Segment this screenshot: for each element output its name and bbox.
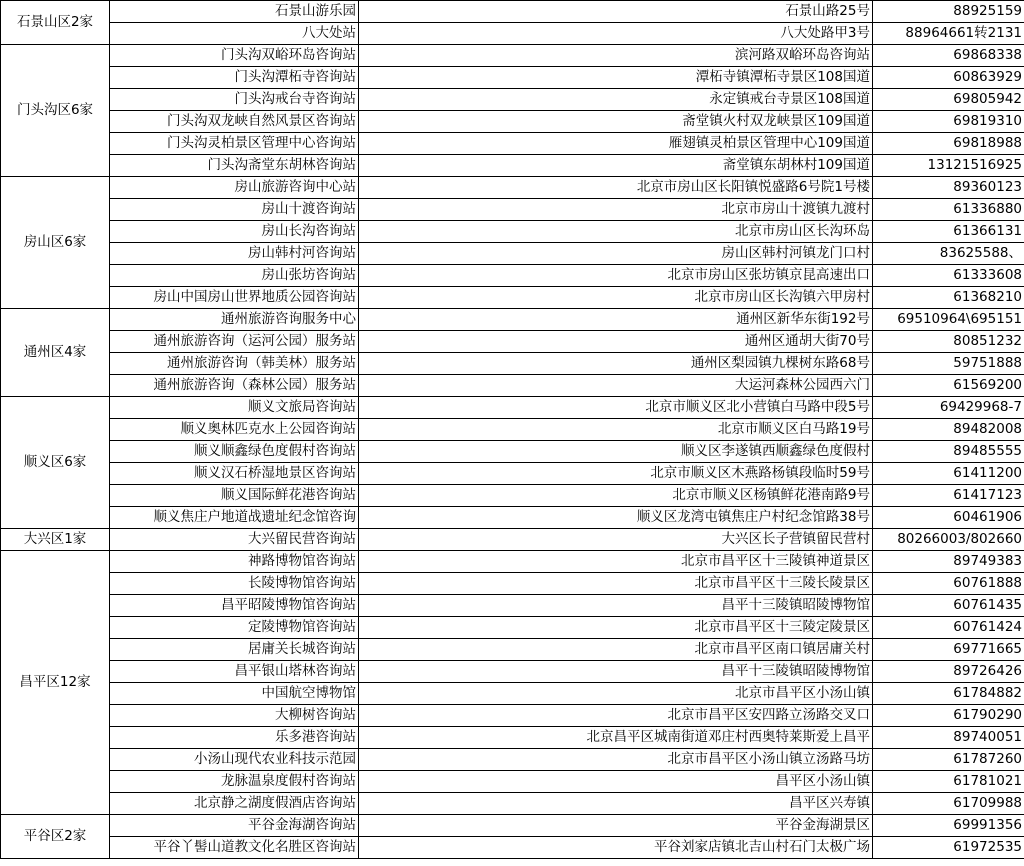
table-row bbox=[1, 287, 1024, 309]
district-cell: 门头沟区6家 bbox=[1, 45, 110, 177]
phone-cell: 61368210 bbox=[873, 287, 1024, 309]
station-name-cell: 房山长沟咨询站 bbox=[110, 221, 359, 243]
district-cell: 房山区6家 bbox=[1, 177, 110, 309]
station-name-cell: 长陵博物馆咨询站 bbox=[110, 573, 359, 595]
address-cell: 北京市房山区长阳镇悦盛路6号院1号楼 bbox=[359, 177, 873, 199]
station-name-cell: 门头沟潭柘寺咨询站 bbox=[110, 67, 359, 89]
address-cell: 斋堂镇东胡林村109国道 bbox=[359, 155, 873, 177]
phone-cell: 61366131 bbox=[873, 221, 1024, 243]
address-cell: 通州区通胡大街70号 bbox=[359, 331, 873, 353]
station-name-cell: 龙脉温泉度假村咨询站 bbox=[110, 771, 359, 793]
table-row bbox=[1, 397, 1024, 419]
phone-cell: 89749383 bbox=[873, 551, 1024, 573]
station-name-cell: 神路博物馆咨询站 bbox=[110, 551, 359, 573]
station-name-cell: 房山中国房山世界地质公园咨询站 bbox=[110, 287, 359, 309]
district-cell: 通州区4家 bbox=[1, 309, 110, 397]
station-name-cell: 通州旅游咨询（运河公园）服务站 bbox=[110, 331, 359, 353]
address-cell: 顺义区李遂镇西顺鑫绿色度假村 bbox=[359, 441, 873, 463]
station-name-cell: 门头沟戒台寺咨询站 bbox=[110, 89, 359, 111]
station-name-cell: 通州旅游咨询服务中心 bbox=[110, 309, 359, 331]
station-name-cell: 顺义文旅局咨询站 bbox=[110, 397, 359, 419]
phone-cell: 89485555 bbox=[873, 441, 1024, 463]
address-cell: 北京市顺义区白马路19号 bbox=[359, 419, 873, 441]
address-cell: 顺义区龙湾屯镇焦庄户村纪念馆路38号 bbox=[359, 507, 873, 529]
table-row bbox=[1, 309, 1024, 331]
address-cell: 潭柘寺镇潭柘寺景区108国道 bbox=[359, 67, 873, 89]
table-row bbox=[1, 331, 1024, 353]
phone-cell: 69771665 bbox=[873, 639, 1024, 661]
address-cell: 昌平区小汤山镇 bbox=[359, 771, 873, 793]
table-row bbox=[1, 1, 1024, 23]
station-name-cell: 平谷丫髻山道教文化名胜区咨询站 bbox=[110, 837, 359, 859]
phone-cell: 88925159 bbox=[873, 1, 1024, 23]
station-name-cell: 乐多港咨询站 bbox=[110, 727, 359, 749]
phone-cell: 69991356 bbox=[873, 815, 1024, 837]
table-row bbox=[1, 265, 1024, 287]
address-cell: 石景山路25号 bbox=[359, 1, 873, 23]
phone-cell: 69819310 bbox=[873, 111, 1024, 133]
address-cell: 八大处路甲3号 bbox=[359, 23, 873, 45]
address-cell: 永定镇戒台寺景区108国道 bbox=[359, 89, 873, 111]
table-row bbox=[1, 177, 1024, 199]
table-row bbox=[1, 617, 1024, 639]
address-cell: 大运河森林公园西六门 bbox=[359, 375, 873, 397]
address-cell: 北京市昌平区十三陵长陵景区 bbox=[359, 573, 873, 595]
table-row bbox=[1, 485, 1024, 507]
address-cell: 昌平区兴寿镇 bbox=[359, 793, 873, 815]
phone-cell: 61972535 bbox=[873, 837, 1024, 859]
table-row bbox=[1, 23, 1024, 45]
table-row bbox=[1, 243, 1024, 265]
district-cell: 顺义区6家 bbox=[1, 397, 110, 529]
station-name-cell: 顺义汉石桥湿地景区咨询站 bbox=[110, 463, 359, 485]
station-name-cell: 房山张坊咨询站 bbox=[110, 265, 359, 287]
phone-cell: 61781021 bbox=[873, 771, 1024, 793]
phone-cell: 60761888 bbox=[873, 573, 1024, 595]
address-cell: 房山区韩村河镇龙门口村 bbox=[359, 243, 873, 265]
table-row bbox=[1, 221, 1024, 243]
phone-cell: 69805942 bbox=[873, 89, 1024, 111]
district-cell: 平谷区2家 bbox=[1, 815, 110, 859]
phone-cell: 69429968-7 bbox=[873, 397, 1024, 419]
address-cell: 北京市顺义区北小营镇白马路中段5号 bbox=[359, 397, 873, 419]
address-cell: 北京市房山区长沟镇六甲房村 bbox=[359, 287, 873, 309]
phone-cell: 60761424 bbox=[873, 617, 1024, 639]
district-cell: 昌平区12家 bbox=[1, 551, 110, 815]
station-name-cell: 门头沟斋堂东胡林咨询站 bbox=[110, 155, 359, 177]
phone-cell: 69510964\695151 bbox=[873, 309, 1024, 331]
address-cell: 大兴区长子营镇留民营村 bbox=[359, 529, 873, 551]
address-cell: 北京市昌平区安四路立汤路交叉口 bbox=[359, 705, 873, 727]
address-cell: 北京市房山十渡镇九渡村 bbox=[359, 199, 873, 221]
station-name-cell: 顺义国际鲜花港咨询站 bbox=[110, 485, 359, 507]
phone-cell: 61709988 bbox=[873, 793, 1024, 815]
table-row bbox=[1, 837, 1024, 859]
phone-cell: 89740051 bbox=[873, 727, 1024, 749]
table-row bbox=[1, 771, 1024, 793]
table-row bbox=[1, 727, 1024, 749]
station-name-cell: 顺义焦庄户地道战遗址纪念馆咨询 bbox=[110, 507, 359, 529]
station-name-cell: 门头沟灵柏景区管理中心咨询站 bbox=[110, 133, 359, 155]
table-row bbox=[1, 89, 1024, 111]
address-cell: 昌平十三陵镇昭陵博物馆 bbox=[359, 595, 873, 617]
table-row bbox=[1, 133, 1024, 155]
phone-cell: 83625588、 bbox=[873, 243, 1024, 265]
table-row bbox=[1, 199, 1024, 221]
district-cell: 石景山区2家 bbox=[1, 1, 110, 45]
table-row bbox=[1, 595, 1024, 617]
station-name-cell: 昌平银山塔林咨询站 bbox=[110, 661, 359, 683]
station-name-cell: 顺义顺鑫绿色度假村咨询站 bbox=[110, 441, 359, 463]
phone-cell: 89482008 bbox=[873, 419, 1024, 441]
address-cell: 昌平十三陵镇昭陵博物馆 bbox=[359, 661, 873, 683]
phone-cell: 61333608 bbox=[873, 265, 1024, 287]
station-name-cell: 大柳树咨询站 bbox=[110, 705, 359, 727]
station-name-cell: 通州旅游咨询（森林公园）服务站 bbox=[110, 375, 359, 397]
table-row bbox=[1, 155, 1024, 177]
address-cell: 北京市房山区长沟环岛 bbox=[359, 221, 873, 243]
station-name-cell: 房山旅游咨询中心站 bbox=[110, 177, 359, 199]
station-name-cell: 八大处站 bbox=[110, 23, 359, 45]
station-name-cell: 小汤山现代农业科技示范园 bbox=[110, 749, 359, 771]
address-cell: 北京市房山区张坊镇京昆高速出口 bbox=[359, 265, 873, 287]
phone-cell: 80851232 bbox=[873, 331, 1024, 353]
phone-cell: 59751888 bbox=[873, 353, 1024, 375]
table-row bbox=[1, 793, 1024, 815]
station-name-cell: 大兴留民营咨询站 bbox=[110, 529, 359, 551]
station-name-cell: 定陵博物馆咨询站 bbox=[110, 617, 359, 639]
table-row bbox=[1, 507, 1024, 529]
phone-cell: 61411200 bbox=[873, 463, 1024, 485]
address-cell: 北京市昌平区十三陵定陵景区 bbox=[359, 617, 873, 639]
table-row bbox=[1, 661, 1024, 683]
station-name-cell: 通州旅游咨询（韩美林）服务站 bbox=[110, 353, 359, 375]
station-name-cell: 房山韩村河咨询站 bbox=[110, 243, 359, 265]
table-row bbox=[1, 111, 1024, 133]
phone-cell: 61784882 bbox=[873, 683, 1024, 705]
phone-cell: 69818988 bbox=[873, 133, 1024, 155]
address-cell: 斋堂镇火村双龙峡景区109国道 bbox=[359, 111, 873, 133]
phone-cell: 61790290 bbox=[873, 705, 1024, 727]
phone-cell: 61569200 bbox=[873, 375, 1024, 397]
address-cell: 滨河路双峪环岛咨询站 bbox=[359, 45, 873, 67]
table-row bbox=[1, 815, 1024, 837]
station-name-cell: 石景山游乐园 bbox=[110, 1, 359, 23]
station-name-cell: 门头沟双峪环岛咨询站 bbox=[110, 45, 359, 67]
station-name-cell: 北京静之湖度假酒店咨询站 bbox=[110, 793, 359, 815]
address-cell: 北京市顺义区杨镇鲜花港南路9号 bbox=[359, 485, 873, 507]
table-row bbox=[1, 573, 1024, 595]
address-cell: 北京市昌平区十三陵镇神道景区 bbox=[359, 551, 873, 573]
station-name-cell: 昌平昭陵博物馆咨询站 bbox=[110, 595, 359, 617]
table-row bbox=[1, 419, 1024, 441]
table-row bbox=[1, 639, 1024, 661]
phone-cell: 61787260 bbox=[873, 749, 1024, 771]
phone-cell: 61336880 bbox=[873, 199, 1024, 221]
address-cell: 北京市昌平区小汤山镇立汤路马坊 bbox=[359, 749, 873, 771]
table-row bbox=[1, 353, 1024, 375]
table-row bbox=[1, 463, 1024, 485]
station-name-cell: 门头沟双龙峡自然风景区咨询站 bbox=[110, 111, 359, 133]
phone-cell: 60863929 bbox=[873, 67, 1024, 89]
table-row bbox=[1, 45, 1024, 67]
district-cell: 大兴区1家 bbox=[1, 529, 110, 551]
address-cell: 北京市昌平区南口镇居庸关村 bbox=[359, 639, 873, 661]
phone-cell: 69868338 bbox=[873, 45, 1024, 67]
address-cell: 平谷刘家店镇北吉山村石门太极广场 bbox=[359, 837, 873, 859]
address-cell: 北京市顺义区木燕路杨镇段临时59号 bbox=[359, 463, 873, 485]
table-row bbox=[1, 441, 1024, 463]
table-body bbox=[1, 1, 1024, 859]
table-row bbox=[1, 529, 1024, 551]
station-name-cell: 平谷金海湖咨询站 bbox=[110, 815, 359, 837]
table-row bbox=[1, 67, 1024, 89]
phone-cell: 80266003/802660 bbox=[873, 529, 1024, 551]
address-cell: 雁翅镇灵柏景区管理中心109国道 bbox=[359, 133, 873, 155]
phone-cell: 60461906 bbox=[873, 507, 1024, 529]
phone-cell: 60761435 bbox=[873, 595, 1024, 617]
address-cell: 北京昌平区城南街道邓庄村西奥特莱斯爱上昌平 bbox=[359, 727, 873, 749]
phone-cell: 13121516925 bbox=[873, 155, 1024, 177]
address-cell: 通州区梨园镇九棵树东路68号 bbox=[359, 353, 873, 375]
table-row bbox=[1, 705, 1024, 727]
address-cell: 通州区新华东街192号 bbox=[359, 309, 873, 331]
station-name-cell: 中国航空博物馆 bbox=[110, 683, 359, 705]
phone-cell: 89360123 bbox=[873, 177, 1024, 199]
station-name-cell: 顺义奥林匹克水上公园咨询站 bbox=[110, 419, 359, 441]
station-name-cell: 居庸关长城咨询站 bbox=[110, 639, 359, 661]
table-row bbox=[1, 375, 1024, 397]
address-cell: 北京市昌平区小汤山镇 bbox=[359, 683, 873, 705]
phone-cell: 88964661转2131 bbox=[873, 23, 1024, 45]
table-row bbox=[1, 749, 1024, 771]
station-name-cell: 房山十渡咨询站 bbox=[110, 199, 359, 221]
table-row bbox=[1, 683, 1024, 705]
table-row bbox=[1, 551, 1024, 573]
address-cell: 平谷金海湖景区 bbox=[359, 815, 873, 837]
phone-cell: 89726426 bbox=[873, 661, 1024, 683]
phone-cell: 61417123 bbox=[873, 485, 1024, 507]
